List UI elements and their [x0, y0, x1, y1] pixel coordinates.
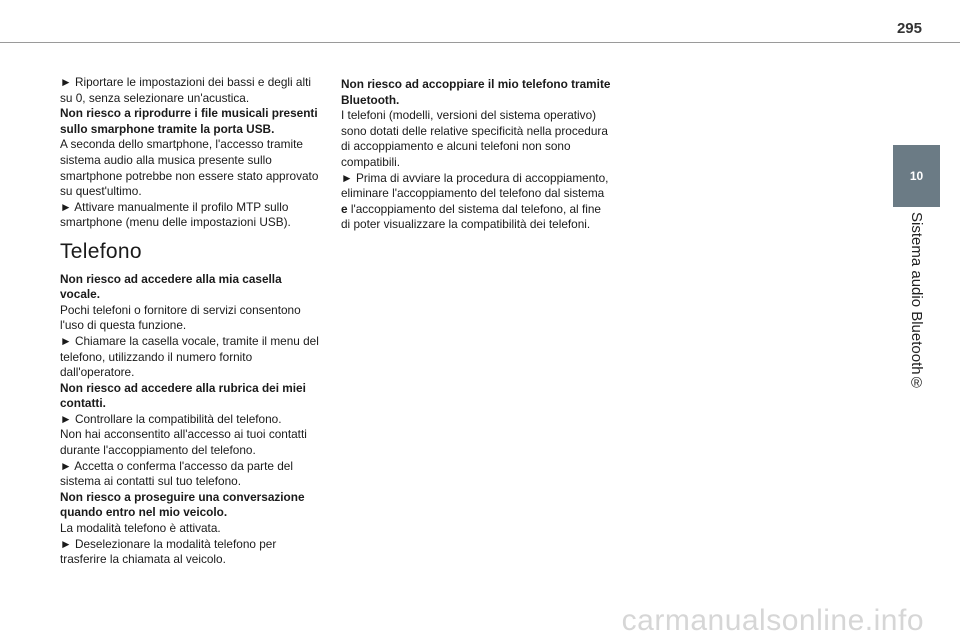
step-pairing [341, 171, 611, 233]
watermark: carmanualsonline.info [621, 604, 924, 637]
chapter-title: Sistema audio Bluetooth® [908, 212, 925, 392]
chapter-number-tab: 10 [893, 145, 940, 207]
step-contacts: ► Controllare la compatibilità del telefono. [60, 411, 282, 426]
step-conversation: ► Deselezionare la modalità telefono per trasferire la chiamata al veicolo. [60, 536, 277, 567]
left-column [60, 75, 322, 568]
right-column [341, 77, 611, 233]
step-pairing-emphasis: e [341, 201, 348, 216]
question-pairing: Non riesco ad accoppiare il mio telefono tramite Bluetooth. [341, 77, 611, 107]
question-voicemail: Non riesco ad accedere alla mia casella vocale. [60, 271, 282, 302]
header-divider [0, 42, 960, 43]
step-mtp: ► Attivare manualmente il profilo MTP sullo smartphone (menu delle impostazioni USB). [60, 199, 291, 230]
question-smartphone: Non riesco a riprodurre i file musicali presenti sullo smarphone tramite la porta USB. [60, 106, 318, 136]
section-title-telefono: Telefono [60, 239, 142, 263]
intro-step: ► Riportare le impostazioni dei bassi e degli alti su 0, senza selezionare un'acustica. [60, 75, 312, 105]
answer-pairing: I telefoni (modelli, versioni del sistema operativo) sono dotati delle relative specificità nella procedura di accoppiamento e alcuni telefoni non sono compatibili. [341, 108, 608, 169]
step-pairing-text-before: ► Prima di avviare la procedura di accoppiamento, eliminare l'accoppiamento del telefono dal sistema [341, 170, 609, 201]
question-contacts: Non riesco ad accedere alla rubrica dei miei contatti. [60, 380, 306, 411]
step-accept: ► Accetta o conferma l'accesso da parte del sistema ai contatti sul tuo telefono. [60, 458, 293, 489]
step-voicemail: ► Chiamare la casella vocale, tramite il menu del telefono, utilizzando il numero fornito dall'operatore. [60, 333, 319, 380]
answer-contacts: Non hai acconsentito all'accesso ai tuoi contatti durante l'accoppiamento del telefono. [60, 427, 307, 458]
answer-conversation: La modalità telefono è attivata. [60, 521, 221, 536]
step-pairing-text-after: l'accoppiamento del sistema dal telefono, al fine di poter visualizzare la compatibilità dei telefoni. [341, 201, 601, 232]
question-conversation: Non riesco a proseguire una conversazione quando entro nel mio veicolo. [60, 489, 305, 520]
answer-smartphone: A seconda dello smartphone, l'accesso tramite sistema audio alla musica presente sullo smartphone potrebbe non essere stato approvato su quest'ultimo. [60, 137, 319, 199]
page-number: 295 [896, 20, 922, 37]
chapter-side-title [893, 212, 940, 432]
answer-voicemail: Pochi telefoni o fornitore di servizi consentono l'uso di questa funzione. [60, 302, 301, 333]
